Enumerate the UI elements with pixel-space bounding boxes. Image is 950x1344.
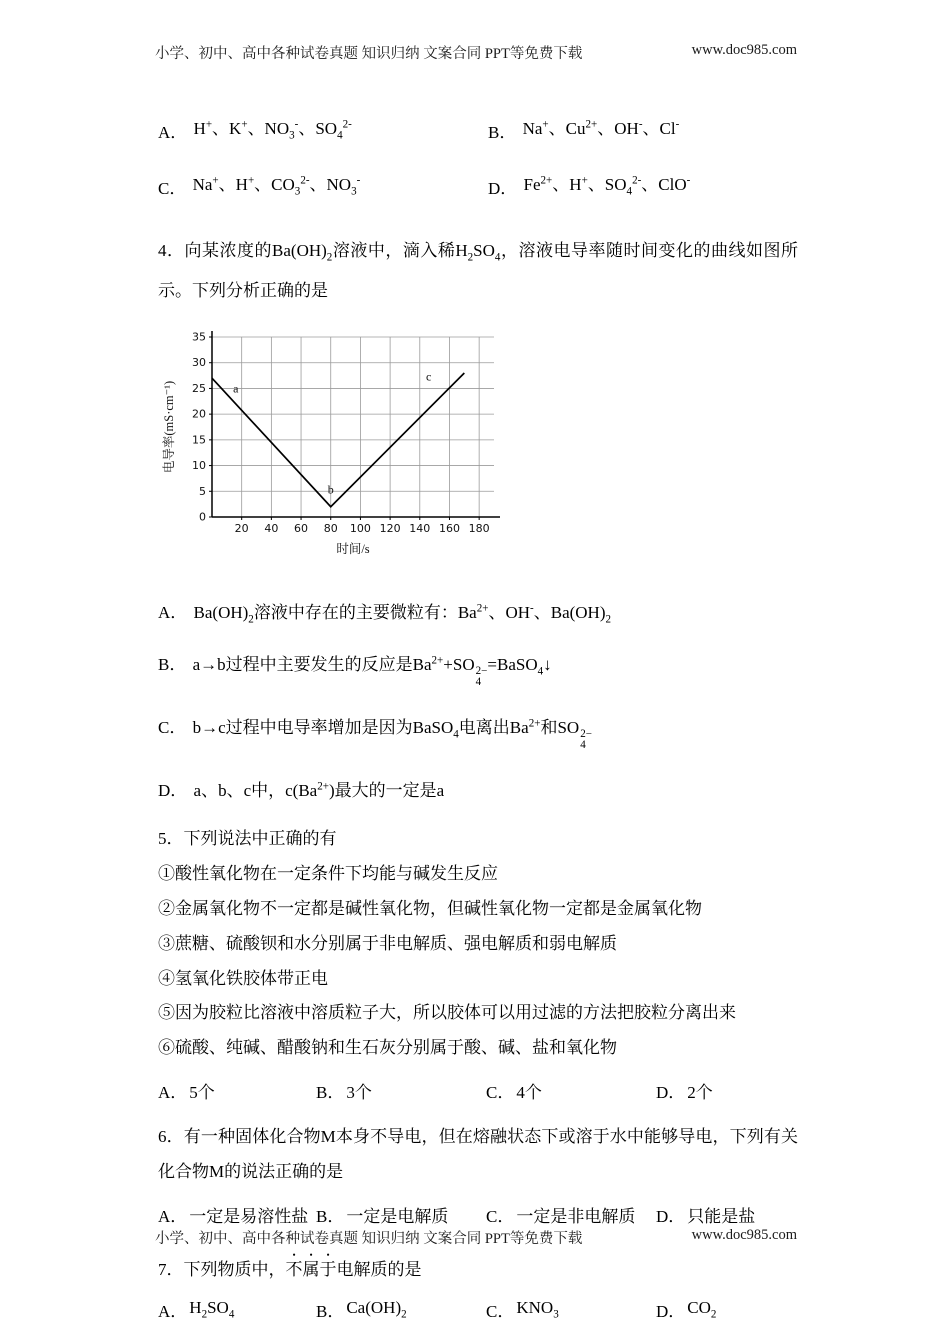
option-text: $Ba(OH)_2$溶液中存在的主要微粒有：$Ba^{2+}$、OH-、$Ba(OH)_2$ bbox=[193, 602, 612, 626]
svg-text:5: 5 bbox=[199, 484, 206, 498]
q5-statement-3: ③蔗糖、硫酸钡和水分别属于非电解质、强电解质和弱电解质 bbox=[158, 933, 617, 953]
option-text: 一定是非电解质 bbox=[516, 1206, 636, 1226]
svg-text:120: 120 bbox=[379, 521, 401, 535]
svg-text:电导率(mS·cm⁻¹): 电导率(mS·cm⁻¹) bbox=[162, 380, 176, 474]
option-text: 4个 bbox=[516, 1083, 542, 1103]
q5-option-b bbox=[316, 1079, 486, 1106]
option-text: 3个 bbox=[346, 1083, 372, 1103]
svg-text:35: 35 bbox=[192, 330, 206, 344]
q7-option-a bbox=[158, 1298, 316, 1325]
q5-statement-2: ②金属氧化物不一定都是碱性氧化物，但碱性氧化物一定都是金属氧化物 bbox=[158, 898, 702, 918]
q4-option-c bbox=[158, 714, 798, 752]
option-label: A． bbox=[158, 602, 188, 622]
q5-statement-6: ⑥硫酸、纯碱、醋酸钠和生石灰分别属于酸、碱、盐和氧化物 bbox=[158, 1038, 617, 1058]
q6-question-text: 6．有一种固体化合物M本身不导电，但在熔融状态下或溶于水中能够导电，下列有关化合物M的说法正确的是 bbox=[158, 1127, 798, 1182]
option-label: D． bbox=[656, 1083, 686, 1103]
svg-text:0: 0 bbox=[199, 510, 206, 524]
option-label: B． bbox=[488, 123, 517, 142]
option-formula: $KNO_3$ bbox=[516, 1298, 559, 1321]
option-text: b→c过程中电导率增加是因为BaSO$_4$电离出$Ba^{2+}$和SO 2− 4 bbox=[192, 717, 592, 752]
conductivity-chart bbox=[160, 325, 798, 574]
option-label: D． bbox=[488, 178, 518, 198]
q5-statement-5: ⑤因为胶粒比溶液中溶质粒子大，所以胶体可以用过滤的方法把胶粒分离出来 bbox=[158, 1003, 736, 1023]
svg-text:180: 180 bbox=[468, 521, 490, 535]
q7-text-prefix: 7．下列物质中， bbox=[158, 1260, 286, 1280]
option-label: B． bbox=[316, 1083, 345, 1103]
q3-options bbox=[158, 120, 798, 201]
option-text: 一定是电解质 bbox=[346, 1206, 449, 1226]
svg-text:b: b bbox=[327, 482, 334, 497]
q3-option-b bbox=[488, 120, 798, 146]
option-label: A． bbox=[158, 1206, 188, 1226]
q4-option-d bbox=[158, 777, 798, 804]
svg-text:15: 15 bbox=[192, 433, 206, 447]
option-formula: $H_2SO_4$ bbox=[189, 1298, 235, 1321]
q7-option-b bbox=[316, 1298, 486, 1325]
q4-option-b bbox=[158, 651, 798, 689]
page-footer bbox=[155, 1227, 797, 1248]
svg-text:时间/s: 时间/s bbox=[336, 541, 370, 556]
svg-text:25: 25 bbox=[192, 381, 206, 395]
footer-url: www.doc985.com bbox=[691, 1227, 797, 1243]
page-header bbox=[155, 42, 797, 63]
header-url: www.doc985.com bbox=[691, 42, 797, 58]
svg-text:60: 60 bbox=[294, 521, 309, 535]
svg-text:160: 160 bbox=[438, 521, 460, 535]
q5-statement-4: ④氢氧化铁胶体带正电 bbox=[158, 968, 328, 988]
option-formula: $Fe^{2+}$、H+、$SO_4^{2-}$、ClO- bbox=[523, 173, 691, 197]
svg-text:c: c bbox=[426, 369, 432, 384]
footer-text: 小学、初中、高中各种试卷真题 知识归纳 文案合同 PPT等免费下载 bbox=[155, 1231, 583, 1247]
option-text: a、b、c中，$c(Ba^{2+})$最大的一定是a bbox=[193, 780, 445, 800]
option-label: D． bbox=[158, 781, 188, 800]
option-label: A． bbox=[158, 1302, 188, 1321]
q5-statement-1: ①酸性氧化物在一定条件下均能与碱发生反应 bbox=[158, 864, 498, 884]
q3-option-a bbox=[158, 120, 488, 146]
option-label: A． bbox=[158, 1083, 188, 1103]
option-label: C． bbox=[486, 1083, 515, 1103]
q7-text-suffix: 电解质的是 bbox=[336, 1260, 422, 1280]
svg-text:20: 20 bbox=[192, 407, 206, 421]
option-text: 5个 bbox=[189, 1083, 215, 1103]
header-text: 小学、初中、高中各种试卷真题 知识归纳 文案合同 PPT等免费下载 bbox=[155, 46, 583, 62]
q7-options bbox=[158, 1298, 798, 1325]
q3-option-d bbox=[488, 173, 798, 202]
svg-text:80: 80 bbox=[323, 521, 338, 535]
svg-text:20: 20 bbox=[234, 521, 249, 535]
option-label: B． bbox=[158, 654, 187, 674]
option-label: C． bbox=[158, 178, 187, 198]
svg-text:140: 140 bbox=[409, 521, 431, 535]
q7-option-d bbox=[656, 1298, 798, 1325]
option-label: D． bbox=[656, 1206, 686, 1226]
q5-option-a bbox=[158, 1079, 316, 1106]
option-formula: Na+、$Cu^{2+}$、OH-、Cl- bbox=[522, 118, 680, 138]
option-label: C． bbox=[158, 717, 187, 737]
q7-text-emphasized: 不属于 bbox=[285, 1260, 337, 1280]
q3-option-c bbox=[158, 173, 488, 202]
q5-question-text: 5．下列说法中正确的有 bbox=[158, 829, 337, 849]
svg-text:30: 30 bbox=[192, 356, 206, 370]
q5-option-d bbox=[656, 1079, 798, 1106]
svg-text:10: 10 bbox=[192, 458, 206, 472]
option-label: C． bbox=[486, 1206, 515, 1226]
option-label: A． bbox=[158, 123, 188, 142]
q4-question-text: 4．向某浓度的$Ba(OH)_2$溶液中，滴入稀$H_2SO_4$，溶液电导率随时间变化的曲线如图所示。下列分析正确的是 bbox=[158, 241, 799, 300]
q7-question-text bbox=[158, 1250, 798, 1288]
option-formula: H+、K+、$NO_3^-$、$SO_4^{2-}$ bbox=[193, 118, 352, 142]
svg-text:a: a bbox=[233, 381, 239, 396]
q4-option-a bbox=[158, 599, 798, 626]
q5-options bbox=[158, 1079, 798, 1106]
option-label: B． bbox=[316, 1206, 345, 1226]
option-label: C． bbox=[486, 1302, 515, 1321]
option-text: 只能是盐 bbox=[687, 1206, 756, 1226]
option-label: D． bbox=[656, 1302, 686, 1321]
option-text: a→b过程中主要发生的反应是$Ba^{2+}+SO$ 2− 4 =BaSO$_4$↓ bbox=[192, 654, 552, 689]
option-formula: $Ca(OH)_2$ bbox=[346, 1298, 407, 1321]
option-formula: Na+、H+、$CO_3^{2-}$、$NO_3^-$ bbox=[192, 173, 361, 197]
q7-option-c bbox=[486, 1298, 656, 1325]
q5-option-c bbox=[486, 1079, 656, 1106]
option-text: 一定是易溶性盐 bbox=[189, 1206, 309, 1226]
exam-content bbox=[158, 98, 798, 1325]
option-formula: $CO_2$ bbox=[687, 1298, 717, 1321]
option-label: B． bbox=[316, 1302, 345, 1321]
option-text: 2个 bbox=[687, 1083, 713, 1103]
svg-text:100: 100 bbox=[349, 521, 371, 535]
conductivity-chart-svg bbox=[160, 325, 508, 561]
svg-text:40: 40 bbox=[264, 521, 279, 535]
